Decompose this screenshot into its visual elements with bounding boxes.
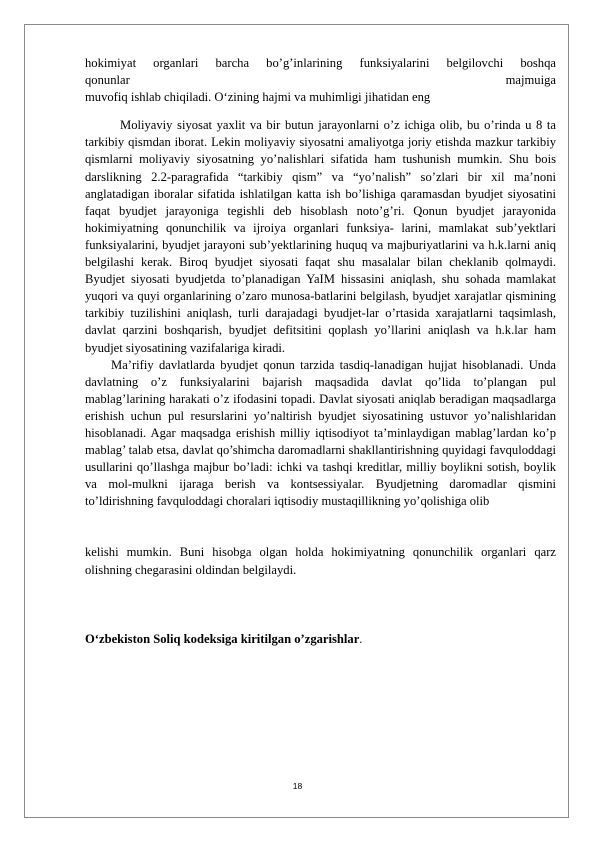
paragraph-moliyaviy-siyosat: Moliyaviy siyosat yaxlit va bir butun jarayonlarni o’z ichiga olib, bu o’rinda u 8 ta tarkibiy qismdan iborat. Lekin moliyaviy siyosatni amaliyotga joriy etishda mazkur tarkibiy qismlarni moliyaviy siyosatning yo’nalishlari sifatida ham tushunish mumkin. Shu bois darslikning 2.2-paragrafida “tarkibiy qism” va “yo’nalish” so’zlari bir xil ma’noni anglatadigan iboralar sifatida ishlatilgan katta ish bo’lishiga qaramasdan byudjet siyosatini faqat byudjet jarayoniga tegishli deb hisoblash noto’g’ri. Qonun byudjet jarayonida hokimiyatning qonunchilik va ijroiya organlari funksiya- larini, mamlakat sub’yektlari funksiyalarini, byudjet jarayoni sub’yektlarining huquq va majburiyatlarini va h.k.larni aniq belgilashi kerak. Biroq byudjet siyosati faqat shu masalalar bilan cheklanib qolmaydi. Byudjet siyosati byudjetda to’planadigan YaIM hissasini aniqlash, shu sohada mamlakat yuqori va quyi organlarining o’zaro munosa-batlarini belgilash, byudjet xarajatlar qismining tarkibiy tuzilishini aniqlash, turli darajadagi byudjet-lar o’rtasida xarajatlarni taqsimlash, davlat qarzini boshqarish, byudjet defitsitini qoplash yo’llarini aniqlash va h.k.lar ham byudjet siyosatining vazifalariga kiradi. [85,118,556,355]
section-heading-text: O‘zbekiston Soliq kodeksiga kiritilgan o’zgarishlar [85,631,360,646]
intro-line-2 [85,72,556,89]
section-heading [85,631,556,648]
intro-line-2-left: qonunlar [85,73,130,88]
intro-line-1: hokimiyat organlari barcha bo’g’inlarining funksiyalarini belgilovchi boshqa [85,56,556,70]
paragraph-marifiy-davlatlar: Ma’rifiy davlatlarda byudjet qonun tarzida tasdiq-lanadigan hujjat hisoblanadi. Unda davlatning o’z funksiyalarini bajarish maqsadida davlat qo’lida to’plangan pul mablag’larining harakati o’z ifodasini topadi. Davlat siyosati aniqlab beradigan maqsadlarga erishish uchun pul resurslarini yo’naltirish byudjet siyosatining ustuvor yo’nalishlaridan hisoblanadi. Agar maqsadga erishish milliy iqtisodiyot ta’minlaydigan mablag’lardan ko’p mablag’ talab etsa, davlat qo’shimcha daromadlarni shakllantirishning quyidagi favquloddagi usullarini qo’llashga majbur bo’ladi: ichki va tashqi kreditlar, milliy boylikni sotish, boylik va mol-mulkni ijaraga berish va kontsessiyalar. Byudjetning daromadlar qismini to’ldirishning favquloddagi choralari iqtisodiy mustaqillikning yo’qolishiga olib [85,357,556,509]
paragraph-qarz-chegarasi: kelishi mumkin. Buni hisobga olgan holda hokimiyatning qonunchilik organlari qarz olishning chegarasini oldindan belgilaydi. [85,545,556,577]
intro-line-3: muvofiq ishlab chiqiladi. O‘zining hajmi va muhimligi jihatidan eng [85,90,431,105]
document-body [85,55,556,648]
intro-line-2-right: majmuiga [505,73,556,88]
section-heading-period: . [359,631,363,646]
page-number: 18 [292,781,303,791]
